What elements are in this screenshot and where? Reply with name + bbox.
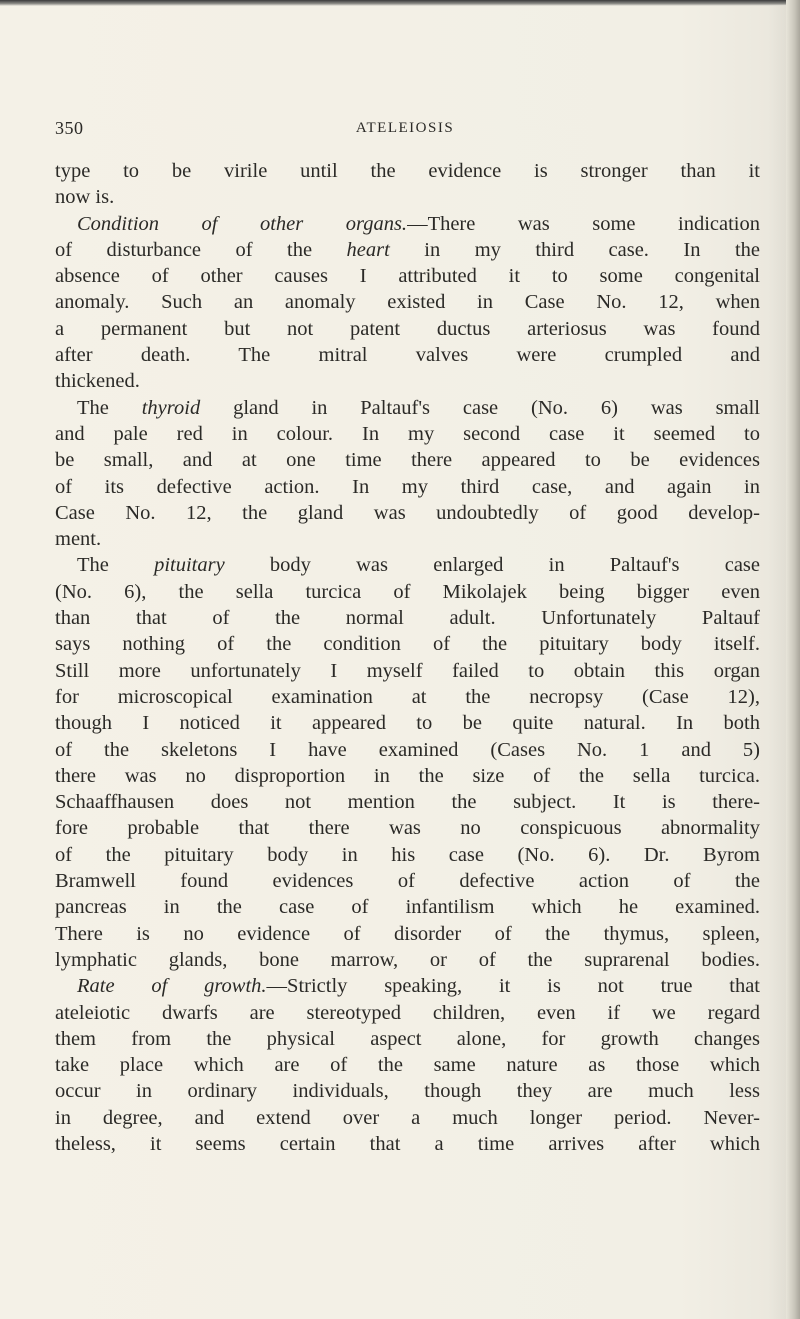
- emphasis-term: heart: [346, 238, 390, 261]
- text-line: and pale red in colour. In my second case it seemed to: [55, 422, 760, 445]
- emphasis-term: thyroid: [141, 396, 201, 419]
- page-header: [55, 118, 755, 142]
- text-line: Bramwell found evidences of defective action of the: [55, 870, 760, 893]
- page-number: 350: [55, 118, 84, 138]
- text-line: be small, and at one time there appeared to be evidences: [55, 449, 760, 472]
- text-line: ment.: [55, 528, 102, 551]
- text-line: theless, it seems certain that a time arrives after which: [55, 1132, 760, 1155]
- text-line: Case No. 12, the gland was undoubtedly of good develop-: [55, 501, 760, 524]
- section-heading: Condition of other organs.: [77, 212, 408, 235]
- running-head: ATELEIOSIS: [355, 120, 455, 136]
- text-line: The pituitary body was enlarged in Paltauf's case: [77, 554, 760, 577]
- text-line: them from the physical aspect alone, for growth changes: [55, 1027, 760, 1050]
- page-top-edge: [0, 0, 800, 6]
- text-line: occur in ordinary individuals, though they are much less: [55, 1080, 760, 1103]
- text-line: anomaly. Such an anomaly existed in Case No. 12, when: [55, 291, 760, 314]
- text-line: fore probable that there was no conspicuous abnormality: [55, 817, 760, 840]
- text-line: though I noticed it appeared to be quite natural. In both: [55, 712, 760, 735]
- text-line: type to be virile until the evidence is stronger than it: [55, 160, 760, 182]
- section-heading: Rate of growth.: [77, 975, 267, 998]
- text-line: ateleiotic dwarfs are stereotyped children, even if we regard: [55, 1001, 760, 1024]
- body-text: [55, 158, 760, 1157]
- text-line: in degree, and extend over a much longer period. Never-: [55, 1106, 760, 1129]
- text-line: of disturbance of the heart in my third case. In the: [55, 238, 760, 261]
- text-line: of the pituitary body in his case (No. 6). Dr. Byrom: [55, 843, 760, 866]
- text-line: Schaaffhausen does not mention the subject. It is there-: [55, 791, 760, 814]
- text-line: lymphatic glands, bone marrow, or of the suprarenal bodies.: [55, 948, 760, 971]
- text-line: The thyroid gland in Paltauf's case (No. 6) was small: [77, 396, 760, 419]
- text-line: there was no disproportion in the size of the sella turcica.: [55, 764, 760, 787]
- text-line: There is no evidence of disorder of the thymus, spleen,: [55, 922, 760, 945]
- text-line: Still more unfortunately I myself failed to obtain this organ: [55, 659, 760, 682]
- text-line: thickened.: [55, 370, 140, 393]
- text-line: after death. The mitral valves were crumpled and: [55, 344, 760, 367]
- text-line: says nothing of the condition of the pituitary body itself.: [55, 633, 760, 656]
- section-heading-line: Condition of other organs.—There was some indication: [77, 212, 760, 235]
- text-line: of the skeletons I have examined (Cases No. 1 and 5): [55, 738, 760, 761]
- text-line: (No. 6), the sella turcica of Mikolajek being bigger even: [55, 580, 760, 603]
- text-line: now is.: [55, 186, 115, 209]
- section-heading-line: Rate of growth.—Strictly speaking, it is not true that: [77, 975, 760, 998]
- text-line: pancreas in the case of infantilism which he examined.: [55, 896, 760, 919]
- text-line: absence of other causes I attributed it to some congenital: [55, 265, 760, 288]
- text-line: for microscopical examination at the necropsy (Case 12),: [55, 685, 760, 708]
- text-line: of its defective action. In my third case, and again in: [55, 475, 760, 498]
- text-line: than that of the normal adult. Unfortunately Paltauf: [55, 607, 760, 630]
- page-right-edge: [786, 0, 800, 1319]
- text-line: take place which are of the same nature as those which: [55, 1054, 760, 1077]
- text-line: a permanent but not patent ductus arteriosus was found: [55, 317, 760, 340]
- emphasis-term: pituitary: [154, 554, 225, 577]
